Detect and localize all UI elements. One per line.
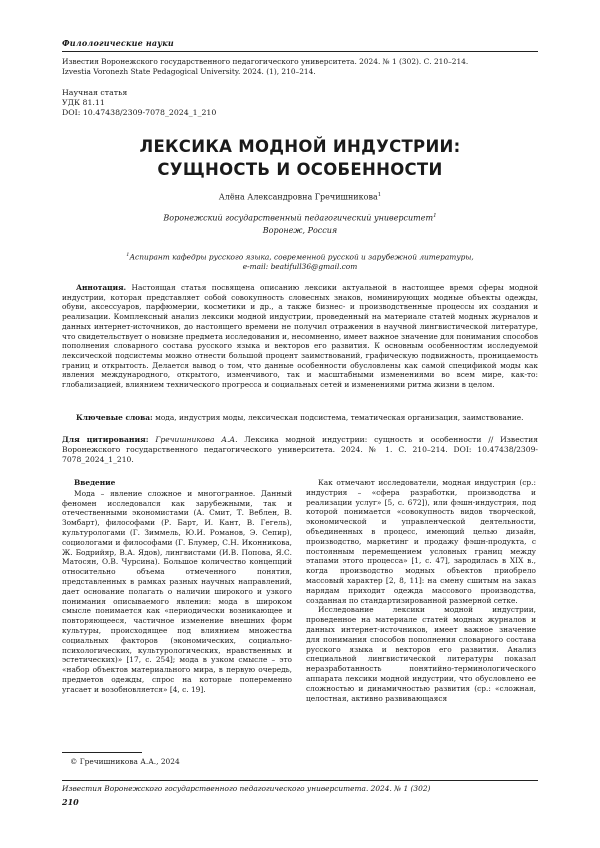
article-title bbox=[0, 135, 600, 181]
note-sup: 1 bbox=[126, 252, 130, 258]
title-line-1: ЛЕКСИКА МОДНОЙ ИНДУСТРИИ: bbox=[139, 137, 461, 156]
keywords bbox=[62, 413, 538, 423]
cite-author: Гречишникова А.А. bbox=[155, 435, 238, 444]
journal-citation bbox=[62, 57, 542, 77]
keywords-label: Ключевые слова: bbox=[76, 413, 153, 422]
author-note bbox=[0, 251, 600, 271]
intro-heading: Введение bbox=[74, 478, 116, 487]
affiliation-name: Воронежский государственный педагогический университет bbox=[163, 213, 434, 223]
header-rule bbox=[62, 51, 538, 52]
cite-text: Лексика модной индустрии: сущность и особенности // Известия Воронежского государственного педагогического университета. 2024. № 1. С. 210–214. DOI: 10.47438/2309-7078_2024_1_210. bbox=[62, 435, 538, 464]
body-paragraph: Как отмечают исследователи, модная индустрия (ср.: индустрия – «сфера разработки, производства и реализации услуг» [5, с. 672]), или фэшн-индустрия, под которой понимается «совокупность видов творческой, экономической и управленческой деятельности, объединенных в процесс, имеющий целью дизайн, производство, маркетинг и продажу фэшн-продукта, с постоянным перемещением условных границ между этапами этого процесса» [1, с. 47], зародилась в XIX в., когда производство модных объектов приобрело массовый характер [2, 8, 11]: на смену сшитым на заказ нарядам приходит одежда массового производства, созданная по стандартизированной размерной сетке. bbox=[306, 478, 536, 605]
body-column-right bbox=[306, 478, 536, 703]
abstract-label: Аннотация. bbox=[76, 283, 127, 292]
citation-ru: Известия Воронежского государственного педагогического университета. 2024. № 1 (302). С. 210–214. bbox=[62, 57, 469, 66]
abstract-text: Настоящая статья посвящена описанию лексики актуальной в настоящее время сферы модной индустрии, которая представляет собой совокупность словесных знаков, номинирующих модные объекты одежды, обуви, аксессуаров, парфюмерии, косметики и др., а также бизнес- и производственные процессы их создания и реализации. Комплексный анализ лексики модной индустрии, проведенный на материале статей модных журналов и данных интернет-источников, до настоящего времени не получил отражения в научной лингвистической литературе, что свидетельствует о новизне предмета исследования и, несомненно, имеет важное значение для понимания способов пополнения словарного состава русского языка и векторов его развития. К основным особенностям исследуемой лексической подсистемы можно отнести большой процент заимствований, графическую подвижность, проницаемость границ и открытость. Делается вывод о том, что данные особенности обусловлены как самой спецификой моды как явления международного, открытого, изменчивого, так и масштабными изменениями во всем мире, как-то: глобализацией, влиянием технического прогресса и социальных сетей и изменениями ритма жизни в целом. bbox=[62, 283, 538, 390]
article-type: Научная статья bbox=[62, 88, 128, 97]
note-text: Аспирант кафедры русского языка, современной русской и зарубежной литературы, bbox=[129, 252, 474, 262]
title-line-2: СУЩНОСТЬ И ОСОБЕННОСТИ bbox=[157, 160, 443, 179]
affiliation-sup: 1 bbox=[433, 213, 437, 219]
udc: УДК 81.11 bbox=[62, 98, 105, 107]
body-paragraph: Исследование лексики модной индустрии, проведенное на материале статей модных журналов и данных интернет-источников, имеет важное значение для понимания способов пополнения словарного состава русского языка и векторов его развития. Анализ специальной лингвистической литературы показал неразработанность понятийно-терминологического аппарата лексики модной индустрии, что обусловлено ее сложностью и динамичностью развития (ср.: «сложная, целостная, активно развивающаяся bbox=[306, 605, 536, 703]
keywords-text: мода, индустрия моды, лексическая подсистема, тематическая организация, заимствование. bbox=[155, 413, 524, 422]
affiliation-city: Воронеж, Россия bbox=[262, 225, 338, 235]
footer-journal: Известия Воронежского государственного педагогического университета. 2024. № 1 (302) bbox=[62, 784, 431, 793]
author bbox=[0, 192, 600, 202]
author-sup: 1 bbox=[377, 192, 382, 198]
footer-rule bbox=[62, 780, 538, 781]
author-name: Алёна Александровна Гречишникова bbox=[218, 192, 378, 202]
body-paragraph: Мода – явление сложное и многогранное. Данный феномен исследовался как зарубежными, так и отечественными экономистами (А. Смит, Т. Веблен, В. Зомбарт), философами (Р. Барт, И. Кант, В. Гегель), культурологами (Г. Зиммель, Ю.И. Романов, Э. Сепир), социологами и философами (Г. Блумер, С.Н. Иконникова, Ж. Бодрийяр, В.А. Ядов), лингвистами (И.В. Попова, Я.С. Матосян, О.В. Чурсина). Большое количество концепций относительно объема отмеченного понятия, представленных в рамках разных научных направлений, дает основание полагать о наличии широкого и узкого понимания описываемого явления: мода в широком смысле понимается как «периодически возникающее и повторяющееся, частичное изменение внешних форм культуры, происходящее под влиянием множества социальных факторов (экономических, социально-психологических, культурологических, нравственных и эстетических)» [17, с. 254]; мода в узком смысле – это «набор объектов материального мира, в первую очередь, предметов одежды, спрос на которые попеременно угасает и возобновляется» [4, с. 19]. bbox=[62, 488, 292, 694]
author-email: e-mail: beatifull36@gmail.com bbox=[242, 261, 358, 271]
body-column-left bbox=[62, 478, 292, 695]
doi: DOI: 10.47438/2309-7078_2024_1_210 bbox=[62, 108, 217, 117]
article-meta bbox=[62, 88, 362, 118]
footnote-rule bbox=[62, 752, 142, 753]
section-label: Филологические науки bbox=[62, 38, 174, 48]
how-to-cite bbox=[62, 435, 538, 465]
affiliation bbox=[0, 210, 600, 237]
copyright: © Гречишникова А.А., 2024 bbox=[70, 757, 180, 766]
cite-label: Для цитирования: bbox=[62, 435, 149, 444]
page-number: 210 bbox=[62, 797, 79, 807]
abstract bbox=[62, 283, 538, 390]
citation-en: Izvestia Voronezh State Pedagogical University. 2024. (1), 210–214. bbox=[62, 67, 316, 76]
